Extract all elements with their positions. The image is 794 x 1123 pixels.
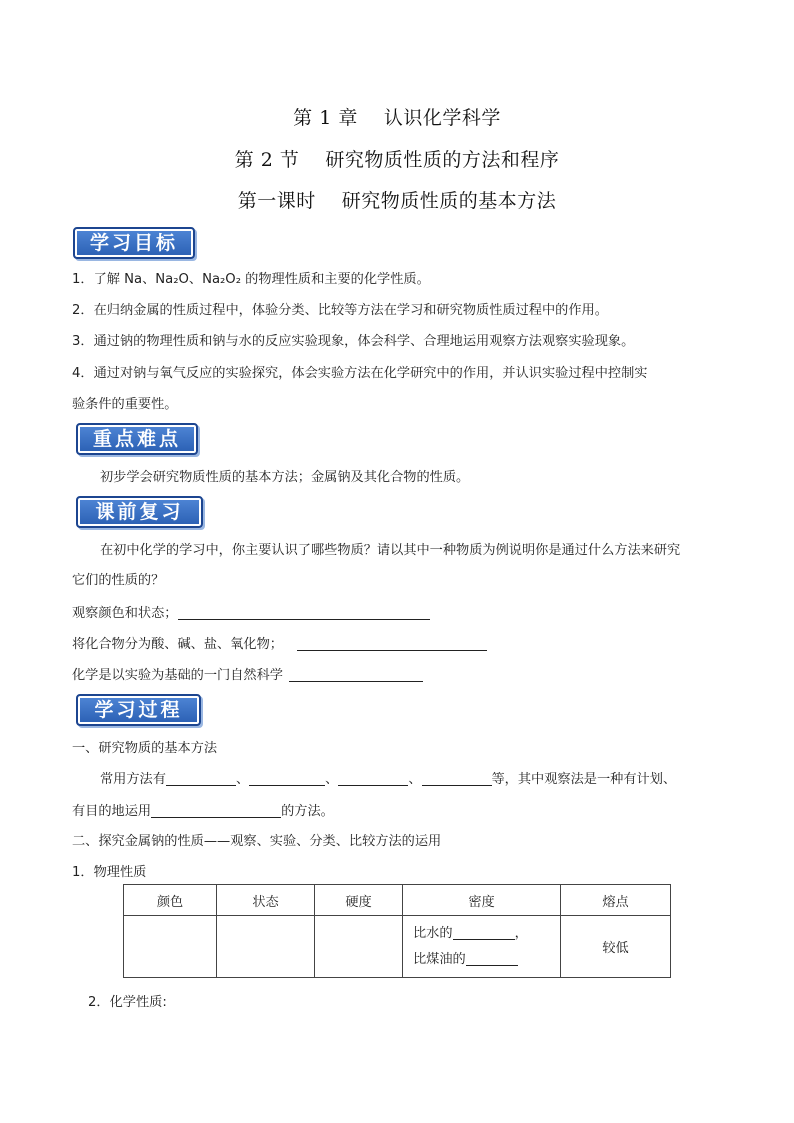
review-answer-1 (72, 602, 430, 621)
table-row (124, 916, 671, 978)
chapter-name: 认识化学科学 (383, 107, 501, 129)
fill-blank[interactable] (338, 771, 408, 786)
fill-blank[interactable] (178, 605, 430, 620)
fill-blank[interactable] (249, 771, 325, 786)
section-title (0, 145, 794, 172)
density-line-1 (403, 921, 560, 947)
methods-line (100, 768, 676, 787)
objective-item-4-cont: 验条件的重要性。 (72, 397, 178, 412)
density-kerosene-label: 比煤油的 (413, 951, 466, 967)
lesson-title (0, 186, 794, 213)
table-cell-hardness[interactable] (315, 916, 403, 978)
review-answer-1-text: 观察颜色和状态； (72, 606, 178, 621)
chemical-properties-title: 2．化学性质: (88, 995, 167, 1010)
fill-blank[interactable] (453, 925, 515, 940)
objective-item-4: 4．通过对钠与氧气反应的实验探究，体会实验方法在化学研究中的作用，并认识实验过程中控制实 (72, 366, 648, 381)
section-number: 第 2 节 (234, 149, 300, 171)
separator: 、 (408, 772, 422, 787)
table-header-cell: 密度 (403, 885, 561, 916)
process-banner: 学习过程 (76, 694, 201, 726)
table-cell-state[interactable] (217, 916, 315, 978)
chapter-number: 第 1 章 (293, 107, 358, 129)
separator: 、 (235, 772, 250, 787)
review-answer-3-text: 化学是以实验为基础的一门自然科学 (72, 668, 283, 683)
density-water-label: 比水的 (413, 925, 453, 941)
density-line-2 (403, 947, 560, 973)
lesson-name: 研究物质性质的基本方法 (341, 190, 557, 212)
table-header-row (124, 885, 671, 916)
fill-blank[interactable] (151, 803, 281, 818)
table-cell-density (403, 916, 561, 978)
objective-item-3: 3．通过钠的物理性质和钠与水的反应实验现象，体会科学、合理地运用观察方法观察实验现象。 (72, 334, 635, 349)
physical-properties-title: 1．物理性质 (72, 865, 147, 880)
review-answer-2-text: 将化合物分为酸、碱、盐、氧化物； (72, 637, 283, 652)
fill-blank[interactable] (289, 667, 423, 682)
review-question: 在初中化学的学习中，你主要认识了哪些物质？请以其中一种物质为例说明你是通过什么方法来研究 (100, 543, 681, 558)
table-header-cell: 硬度 (315, 885, 403, 916)
chapter-title (0, 103, 794, 130)
table-cell-melting-point: 较低 (561, 916, 671, 978)
table-header-cell: 颜色 (124, 885, 217, 916)
objective-item-1: 1．了解 Na、Na₂O、Na₂O₂ 的物理性质和主要的化学性质。 (72, 272, 430, 287)
section-name: 研究物质性质的方法和程序 (325, 149, 560, 171)
density-comma: ， (514, 925, 528, 941)
fill-blank[interactable] (466, 951, 518, 966)
review-answer-3 (72, 664, 423, 683)
table-header-cell: 状态 (217, 885, 315, 916)
review-question-cont: 它们的性质的？ (72, 573, 165, 588)
fill-blank[interactable] (422, 771, 492, 786)
table-header-cell: 熔点 (561, 885, 671, 916)
methods-prefix: 常用方法有 (100, 772, 166, 787)
fill-blank[interactable] (297, 636, 487, 651)
methods-suffix: 等，其中观察法是一种有计划、 (491, 772, 677, 787)
fill-blank[interactable] (166, 771, 236, 786)
table-cell-color[interactable] (124, 916, 217, 978)
purpose-line (72, 800, 334, 819)
purpose-prefix: 有目的地运用 (72, 804, 152, 819)
purpose-suffix: 的方法。 (281, 804, 334, 819)
process-heading-1: 一、研究物质的基本方法 (72, 741, 218, 756)
key-points-text: 初步学会研究物质性质的基本方法；金属钠及其化合物的性质。 (100, 470, 470, 485)
objective-item-2: 2．在归纳金属的性质过程中，体验分类、比较等方法在学习和研究物质性质过程中的作用。 (72, 303, 608, 318)
key-points-banner: 重点难点 (76, 423, 198, 455)
separator: 、 (325, 772, 339, 787)
physical-properties-table (123, 884, 671, 978)
process-heading-2: 二、探究金属钠的性质——观察、实验、分类、比较方法的运用 (72, 834, 442, 849)
objectives-banner: 学习目标 (73, 227, 195, 259)
review-banner: 课前复习 (76, 496, 203, 528)
lesson-number: 第一课时 (237, 190, 316, 212)
review-answer-2 (72, 633, 487, 652)
